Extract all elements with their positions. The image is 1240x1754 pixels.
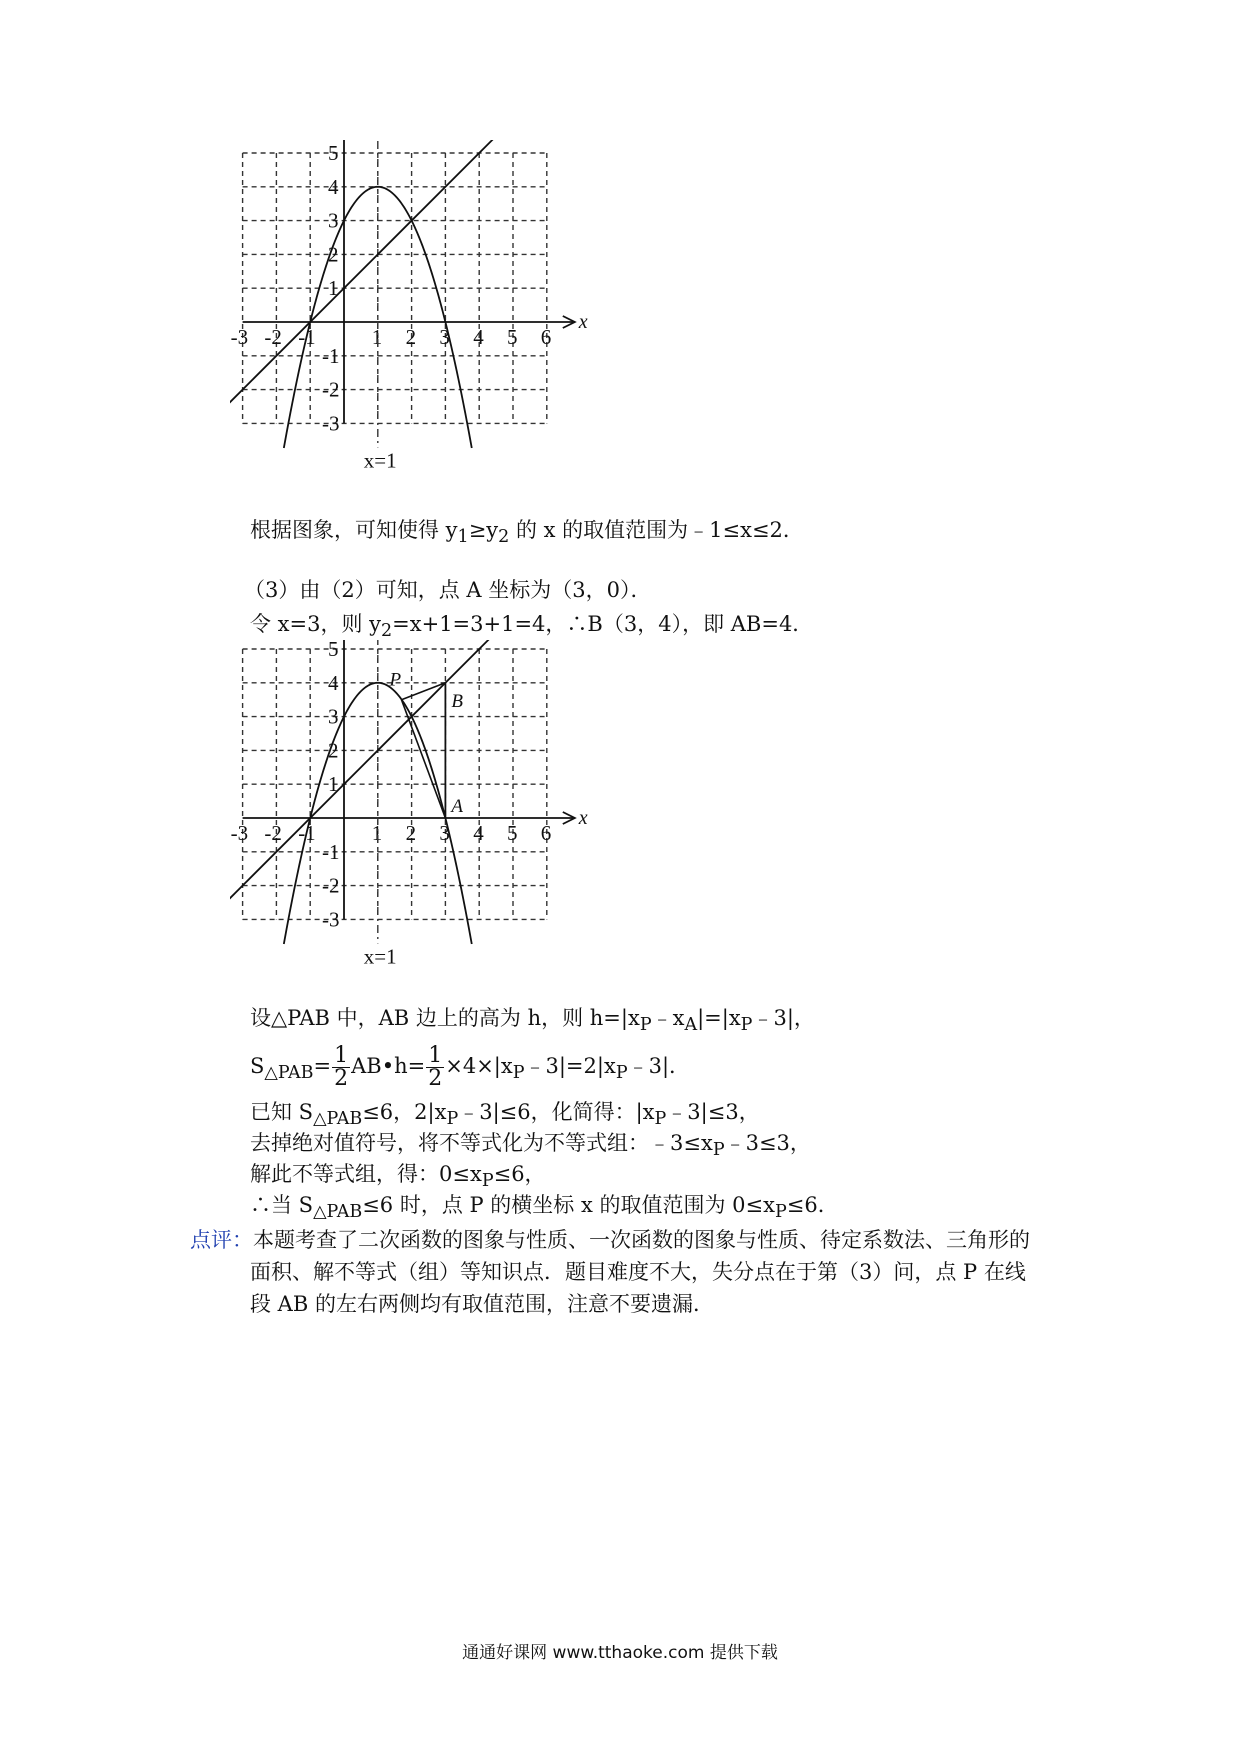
graph-2 [230, 640, 670, 1000]
x-tick-label: -3 [230, 821, 249, 845]
page-footer: 通通好课网 www.tthaoke.com 提供下载 [462, 1643, 778, 1663]
text-line-6: 已知 $S_{\triangle PAB}\le 6$，$2|x_P﹣3|\le 6$，化简得：$|x_P﹣3|\le 3$， [250, 1100, 760, 1130]
fraction-2: $\frac{1}{2}$ [428, 1043, 443, 1091]
graph-1-svg [230, 140, 670, 510]
x-tick-label: 3 [439, 325, 450, 349]
text-line-1: 根据图象，可知使得 $y_1\ge y_2$ 的 x 的取值范围为﹣1≤x≤2． [250, 518, 804, 548]
x-tick-label: 2 [405, 821, 417, 845]
text-line-9: ∴当 $S_{\triangle PAB}\le 6$ 时，点 P 的横坐标 x 的取值范围为 $0\le x_P\le 6$． [250, 1193, 839, 1223]
y-tick-label: 4 [328, 174, 339, 199]
comment-line-2: 面积、解不等式（组）等知识点．题目难度不大，失分点在于第（3）问，点 P 在线 [250, 1260, 1026, 1284]
y-tick-label: -1 [322, 839, 340, 864]
x-tick-label: -2 [264, 325, 282, 349]
text-line-8: 解此不等式组，得：$0\le x_P\le 6$， [250, 1162, 546, 1192]
y-tick-label: 2 [328, 738, 339, 763]
y-tick-label: -2 [322, 873, 340, 898]
y-tick-label: -1 [322, 343, 340, 368]
point-label-A: A [451, 796, 464, 817]
x-axis-label: x [578, 311, 588, 333]
y-tick-label: 5 [328, 141, 339, 165]
comment-label: 点评： [190, 1228, 253, 1252]
y-tick-label: 1 [328, 772, 339, 797]
symmetry-label: x=1 [363, 944, 397, 969]
fraction-1: $\frac{1}{2}$ [334, 1043, 349, 1091]
x-tick-label: -1 [298, 325, 316, 349]
x-tick-label: 6 [540, 325, 552, 349]
point-label-B: B [451, 690, 464, 712]
y-tick-label: -2 [322, 377, 340, 402]
text-line-2: （3）由（2）可知，点 A 坐标为（3，0）． [244, 578, 652, 602]
x-tick-label: 1 [371, 821, 383, 845]
x-tick-label: 3 [439, 821, 450, 845]
y-tick-label: 1 [328, 276, 339, 301]
y-tick-label: 5 [328, 640, 339, 661]
x-axis-label: x [578, 807, 588, 829]
x-tick-label: -2 [264, 821, 282, 845]
y-tick-label: 3 [328, 704, 339, 729]
x-tick-label: 2 [405, 325, 417, 349]
y-tick-label: 2 [328, 242, 339, 267]
segment-PA [401, 700, 445, 818]
text-line-4: 设△PAB 中，AB 边上的高为 h，则 $h=|x_P﹣x_A|=|x_P﹣3|$， [250, 1006, 815, 1036]
x-tick-label: 4 [473, 821, 484, 845]
graph-1 [230, 140, 670, 510]
x-tick-label: 1 [371, 325, 383, 349]
text-line-7: 去掉绝对值符号，将不等式化为不等式组：$﹣3\le x_P﹣3\le 3$， [250, 1131, 811, 1161]
x-tick-label: 4 [473, 325, 484, 349]
y-tick-label: -3 [322, 411, 340, 436]
graph-2-svg [230, 640, 670, 1000]
comment-line-1: 点评：本题考查了二次函数的图象与性质、一次函数的图象与性质、待定系数法、三角形的 [190, 1228, 1030, 1252]
y-tick-label: -3 [322, 907, 340, 932]
comment-line-3: 段 AB 的左右两侧均有取值范围，注意不要遗漏． [250, 1292, 714, 1316]
symmetry-label: x=1 [363, 448, 397, 473]
segment-PB [401, 683, 445, 700]
x-tick-label: -3 [230, 325, 249, 349]
point-label-P: P [389, 669, 402, 691]
x-tick-label: 6 [540, 821, 552, 845]
text-line-3: 令 x=3，则 $y_2=x+1=3+1=4$，∴B（3，4），即 AB=4． [250, 612, 814, 642]
x-tick-label: -1 [298, 821, 316, 845]
y-tick-label: 4 [328, 670, 339, 695]
x-tick-label: 5 [507, 821, 518, 845]
x-tick-label: 5 [507, 325, 518, 349]
y-tick-label: 3 [328, 208, 339, 233]
text-line-5: $S_{\triangle PAB}=$ $\frac{1}{2}$ AB•h= $\frac{1}{2}$ $\times 4\times|x_P﹣3|=2|x_P﹣3|$． [250, 1043, 691, 1091]
